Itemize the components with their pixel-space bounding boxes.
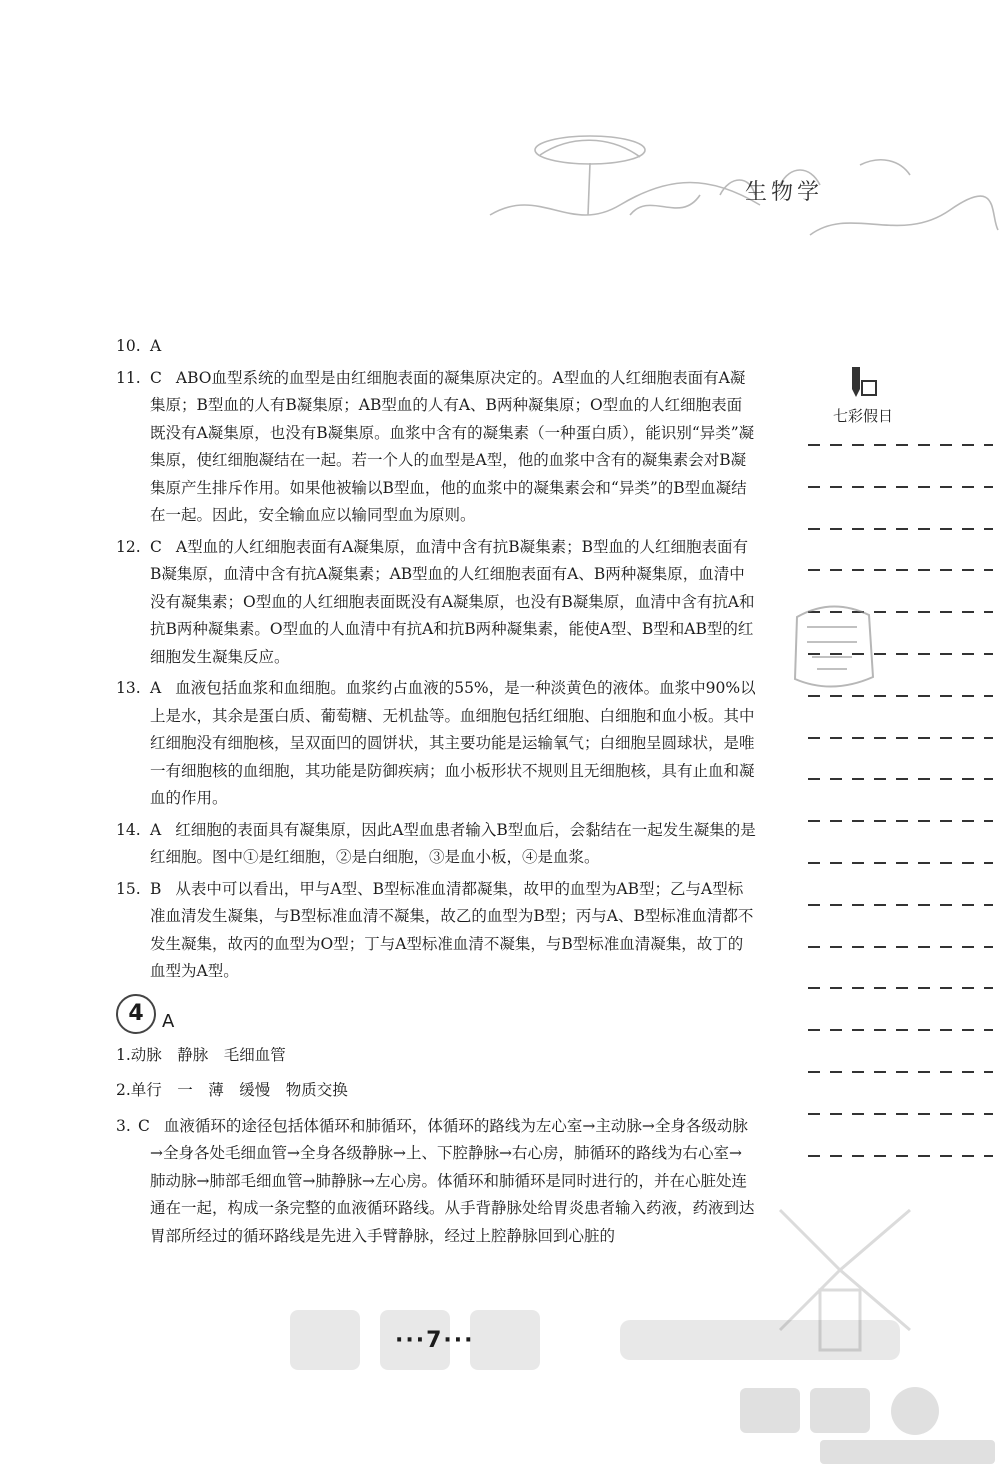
page-number: ···7···: [395, 1328, 475, 1353]
subject-title: 生物学: [745, 180, 824, 205]
note-line: [808, 737, 993, 739]
section-item-2: 2.单行 一 薄 缓慢 物质交换: [116, 1081, 348, 1099]
stamp-graphic: [787, 597, 877, 695]
answer-item-10: 10. A: [116, 337, 162, 355]
sidebar-title: 七彩假日: [833, 407, 894, 425]
note-line: [808, 528, 993, 530]
note-line: [808, 486, 993, 488]
note-line: [808, 695, 993, 697]
note-line: [808, 1155, 993, 1157]
answer-item-11: 11. C ABO血型系统的血型是由红细胞表面的凝集原决定的。A型血的人红细胞表面有A凝集原；B型血的人有B凝集原；AB型血的人有A、B两种凝集原；O型血的人红细胞表面既没有A凝集原，也没有B凝集原。血浆中含有的凝集素（一种蛋白质），能识别“异类”凝集原，使红细胞凝结在一起。若一个人的血型是A型，他的血浆中含有的凝集素会对B凝集原产生排斥作用。如果他被输以B型血，他的血浆中的凝集素会和“异类”的B型血凝结在一起。因此，安全输血应以输同型血为原则。: [116, 368, 755, 524]
note-lines: [808, 444, 993, 1196]
note-line: [808, 987, 993, 989]
watermark-graphic: [290, 1300, 910, 1380]
corner-watermark: [740, 1378, 1000, 1471]
note-line: [808, 569, 993, 571]
note-line: [808, 444, 993, 446]
section-item-1: 1.动脉 静脉 毛细血管: [116, 1045, 286, 1064]
answer-item-13: 13. A 血液包括血浆和血细胞。血浆约占血液的55%，是一种淡黄色的液体。血浆中90%以上是水，其余是蛋白质、葡萄糖、无机盐等。血细胞包括红细胞、白细胞和血小板。其中红细胞没有细胞核，呈双面凹的圆饼状，其主要功能是运输氧气；白细胞呈圆球状，是唯一有细胞核的血细胞，其功能是防御疾病；血小板形状不规则且无细胞核，具有止血和凝血的作用。: [116, 679, 756, 807]
answer-item-15: 15. B 从表中可以看出，甲与A型、B型标准血清都凝集，故甲的血型为AB型；乙与A型标准血清发生凝集，与B型标准血清不凝集，故乙的血型为B型；丙与A、B型标准血清都不发生凝集，故丙的血型为O型；丁与A型标准血清不凝集，与B型标准血清凝集，故丁的血型为A型。: [116, 879, 754, 980]
note-line: [808, 904, 993, 906]
note-line: [808, 1113, 993, 1115]
note-line: [808, 778, 993, 780]
section-item-3: 3. C 血液循环的途径包括体循环和肺循环，体循环的路线为左心室→主动脉→全身各级动脉→全身各处毛细血管→全身各级静脉→上、下腔静脉→右心房，肺循环的路线为右心室→肺动脉→肺部毛细血管→肺静脉→左心房。体循环和肺循环是同时进行的，并在心脏处连通在一起，构成一条完整的血液循环路线。从手背静脉处给胃炎患者输入药液，药液到达胃部所经过的循环路线是先进入手臂静脉，经过上腔静脉回到心脏的: [116, 1116, 755, 1245]
pen-icon: [848, 365, 878, 401]
header-decoration: [480, 95, 1000, 265]
answer-item-12: 12. C A型血的人红细胞表面有A凝集原，血清中含有抗B凝集素；B型血的人红细胞表面有B凝集原，血清中含有抗A凝集素；AB型血的人红细胞表面有A、B两种凝集原，血清中没有凝集素；O型血的人红细胞表面既没有A凝集原，也没有B凝集原，血清中含有抗A和抗B两种凝集素。O型血的人血清中有抗A和抗B两种凝集素，能使A型、B型和AB型的红细胞发生凝集反应。: [116, 537, 755, 666]
section-number: 4: [116, 994, 156, 1034]
note-line: [808, 820, 993, 822]
section-badge: [116, 994, 756, 1034]
note-line: [808, 1029, 993, 1031]
note-line: [808, 862, 993, 864]
answer-item-14: 14. A 红细胞的表面具有凝集原，因此A型血患者输入B型血后，会黏结在一起发生凝集的是红细胞。图中①是红细胞，②是白细胞，③是血小板，④是血浆。: [116, 820, 756, 866]
note-line: [808, 1071, 993, 1073]
answer-list: [116, 333, 756, 1254]
note-line: [808, 946, 993, 948]
section-label: A: [162, 1010, 175, 1032]
